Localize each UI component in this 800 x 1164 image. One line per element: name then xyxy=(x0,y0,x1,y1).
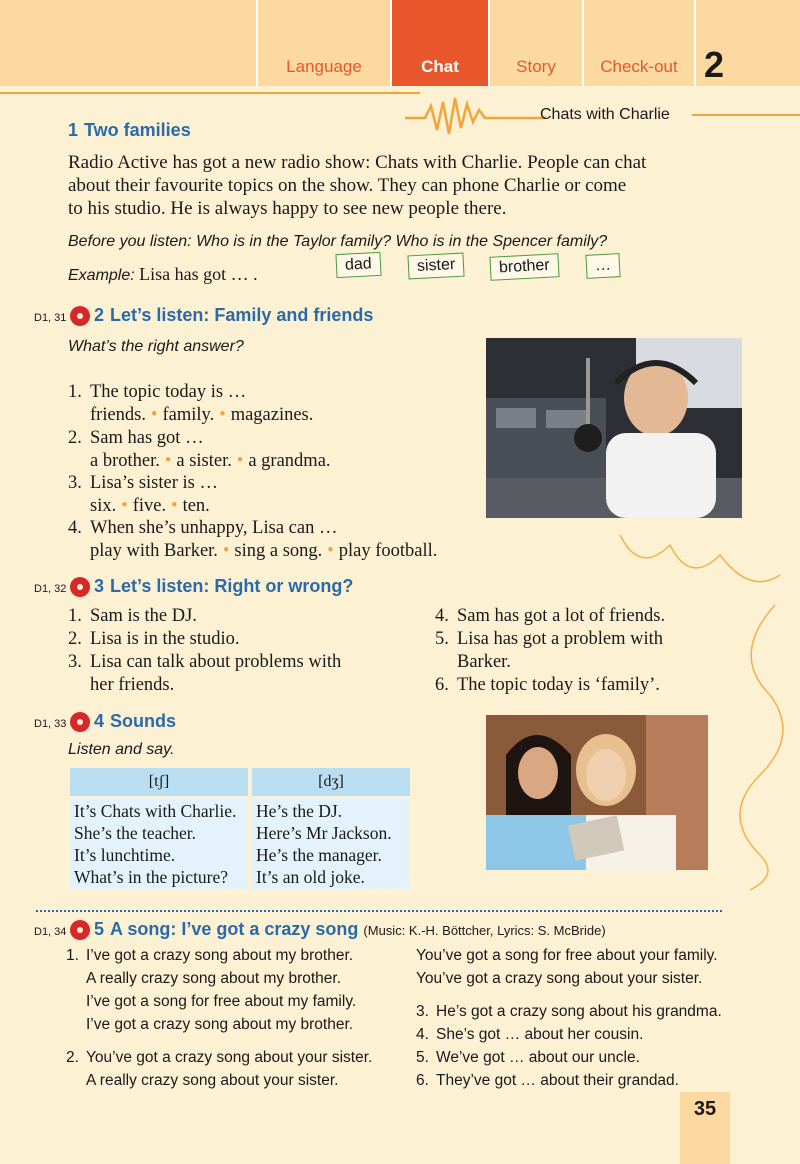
word-box-dad: dad xyxy=(335,252,381,278)
sound-phrase: What’s in the picture? xyxy=(74,867,229,887)
sound-header-dzh: [dʒ] xyxy=(252,768,410,796)
sound-phrase: He’s the manager. xyxy=(256,845,382,865)
question-number: 4. xyxy=(68,518,82,538)
question-text: Lisa’s sister is … xyxy=(90,473,218,493)
tab-check-out[interactable] xyxy=(582,0,694,86)
statement-text: Sam has got a lot of friends. xyxy=(457,606,666,626)
answer-option[interactable]: five. xyxy=(132,496,167,516)
top-navigation-bar xyxy=(0,0,800,86)
lyric-line: You’ve got a crazy song about your sister. xyxy=(86,1049,373,1066)
section-1-title xyxy=(68,120,191,141)
section-3-title xyxy=(94,576,353,597)
answer-option[interactable]: family. xyxy=(162,405,215,425)
statement-text: her friends. xyxy=(90,675,175,695)
sound-phrase: It’s an old joke. xyxy=(256,867,365,887)
sound-column-tsh xyxy=(70,798,248,890)
example-text: Lisa has got … . xyxy=(139,264,258,284)
tab-label: Chat xyxy=(421,57,459,76)
statement-number: 5. xyxy=(435,629,449,649)
section-5-title xyxy=(94,919,606,940)
cd-track-code: D1, 31 xyxy=(34,312,67,324)
statement-1 xyxy=(68,605,197,628)
unit-number: 2 xyxy=(694,0,800,86)
tab-label: Story xyxy=(516,57,556,76)
lyric-line: They’ve got … about their grandad. xyxy=(436,1072,679,1089)
lyric-line: He’s got a crazy song about his grandma. xyxy=(436,1003,722,1020)
section-number: 3 xyxy=(94,576,105,596)
sound-phrase: He’s the DJ. xyxy=(256,801,343,821)
question-text: When she’s unhappy, Lisa can … xyxy=(90,518,338,538)
girls-photo xyxy=(486,715,708,870)
before-you-listen: Before you listen: Who is in the Taylor family? Who is in the Spencer family? xyxy=(68,233,608,250)
statement-number: 2. xyxy=(68,629,82,649)
section-4-instruction: Listen and say. xyxy=(68,741,175,758)
song-verse-2 xyxy=(66,1046,372,1092)
sound-phrase: Here’s Mr Jackson. xyxy=(256,823,392,843)
statement-text: Lisa is in the studio. xyxy=(90,629,240,649)
text-line: Radio Active has got a new radio show: Chats with Charlie. People can chat xyxy=(68,152,647,173)
section-number: 5 xyxy=(94,919,105,939)
statement-5 xyxy=(435,628,663,674)
word-box-sister: sister xyxy=(407,253,464,280)
answer-option[interactable]: play football. xyxy=(338,541,438,561)
statement-text: Lisa can talk about problems with xyxy=(90,652,342,672)
verse-number: 2. xyxy=(66,1049,79,1066)
tab-chat[interactable] xyxy=(390,0,488,86)
statement-text: Lisa has got a problem with xyxy=(457,629,664,649)
song-credit: (Music: K.-H. Böttcher, Lyrics: S. McBride) xyxy=(363,923,606,938)
answer-option[interactable]: play with Barker. xyxy=(90,541,218,561)
question-4: 4. When she’s unhappy, Lisa can … play with Barker. • sing a song. • play football. xyxy=(68,518,438,561)
sounds-table xyxy=(70,768,410,890)
statement-number: 3. xyxy=(68,652,82,672)
question-2: 2. Sam has got … a brother. • a sister. • a grandma. xyxy=(68,428,331,471)
lyric-line: We’ve got … about our uncle. xyxy=(436,1049,640,1066)
tab-label: Check-out xyxy=(600,57,678,76)
example-label: Example: xyxy=(68,267,135,284)
cd-track-code: D1, 34 xyxy=(34,926,67,938)
section-number: 4 xyxy=(94,711,105,731)
sound-header-tsh: [tʃ] xyxy=(70,768,248,796)
section-title-text: Let’s listen: Right or wrong? xyxy=(110,576,354,596)
sound-column-dzh xyxy=(252,798,410,890)
sound-wave-icon xyxy=(405,88,545,138)
cd-icon[interactable] xyxy=(70,577,90,597)
lyric-line: A really crazy song about your sister. xyxy=(86,1072,339,1089)
verse-number: 6. xyxy=(416,1072,429,1089)
section-number: 2 xyxy=(94,305,105,325)
statement-text: The topic today is ‘family’. xyxy=(457,675,660,695)
song-verse-2-cont xyxy=(416,944,718,990)
cd-track-code: D1, 33 xyxy=(34,718,67,730)
verse-number: 3. xyxy=(416,1003,429,1020)
answer-option[interactable]: a brother. xyxy=(90,451,160,471)
answer-option[interactable]: a grandma. xyxy=(248,451,331,471)
lyric-line: I’ve got a crazy song about my brother. xyxy=(86,1016,354,1033)
girls-photo-illustration xyxy=(486,715,708,870)
question-text: The topic today is … xyxy=(90,382,247,402)
sound-phrase: She’s the teacher. xyxy=(74,823,196,843)
lyric-line: A really crazy song about my brother. xyxy=(86,970,342,987)
question-number: 1. xyxy=(68,382,82,402)
verse-number: 4. xyxy=(416,1026,429,1043)
section-title-text: A song: I’ve got a crazy song xyxy=(110,919,359,939)
statement-4 xyxy=(435,605,665,628)
lyric-line: You’ve got a crazy song about your sister. xyxy=(416,970,703,987)
section-1-text xyxy=(68,151,646,220)
question-text: Sam has got … xyxy=(90,428,204,448)
text-line: to his studio. He is always happy to see new people there. xyxy=(68,198,507,219)
lyric-line: You’ve got a song for free about your family. xyxy=(416,947,718,964)
section-title-text: Let’s listen: Family and friends xyxy=(110,305,374,325)
song-verse-1 xyxy=(66,944,356,1036)
section-number: 1 xyxy=(68,120,79,140)
cd-track-code: D1, 32 xyxy=(34,583,67,595)
header-divider-line-right xyxy=(692,114,800,116)
section-title-text: Two families xyxy=(84,120,191,140)
sound-phrase: It’s lunchtime. xyxy=(74,845,176,865)
example-line xyxy=(68,264,258,285)
sound-phrase: It’s Chats with Charlie. xyxy=(74,801,237,821)
statement-text: Barker. xyxy=(457,652,511,672)
dj-studio-photo xyxy=(486,338,742,518)
cd-icon[interactable] xyxy=(70,306,90,326)
lyric-line: I’ve got a song for free about my family. xyxy=(86,993,357,1010)
answer-option[interactable]: ten. xyxy=(182,496,210,516)
dj-photo-illustration xyxy=(486,338,742,518)
verse-number: 1. xyxy=(66,947,79,964)
answer-option[interactable]: friends. xyxy=(90,405,146,425)
section-2-instruction: What’s the right answer? xyxy=(68,338,244,355)
section-title-text: Sounds xyxy=(110,711,177,731)
answer-option[interactable]: six. xyxy=(90,496,117,516)
word-box-brother: brother xyxy=(489,253,559,281)
question-3: 3. Lisa’s sister is … six. • five. • ten. xyxy=(68,473,218,516)
page-number: 35 xyxy=(680,1092,730,1164)
question-number: 2. xyxy=(68,428,82,448)
cd-icon[interactable] xyxy=(70,920,90,940)
answer-option[interactable]: a sister. xyxy=(176,451,232,471)
statement-6 xyxy=(435,674,660,697)
question-number: 3. xyxy=(68,473,82,493)
answer-option[interactable]: sing a song. xyxy=(234,541,323,561)
answer-option[interactable]: magazines. xyxy=(230,405,314,425)
header-divider-line xyxy=(0,92,420,94)
dotted-divider xyxy=(36,910,722,912)
statement-number: 6. xyxy=(435,675,449,695)
statement-number: 4. xyxy=(435,606,449,626)
page-section-label: Chats with Charlie xyxy=(540,106,670,123)
statement-2 xyxy=(68,628,240,651)
text-line: about their favourite topics on the show. They can phone Charlie or come xyxy=(68,175,627,196)
statement-text: Sam is the DJ. xyxy=(90,606,197,626)
section-4-title xyxy=(94,711,176,732)
lyric-line: She’s got … about her cousin. xyxy=(436,1026,644,1043)
tab-story[interactable] xyxy=(488,0,582,86)
lyric-line: I’ve got a crazy song about my brother. xyxy=(86,947,354,964)
question-1: 1. The topic today is … friends. • family. • magazines. xyxy=(68,382,314,425)
tab-label: Language xyxy=(286,57,362,76)
cd-icon[interactable] xyxy=(70,712,90,732)
verse-number: 5. xyxy=(416,1049,429,1066)
section-2-title xyxy=(94,305,373,326)
statement-3 xyxy=(68,651,341,697)
song-verses-3-6 xyxy=(416,1000,722,1092)
word-box-more: … xyxy=(585,253,620,279)
statement-number: 1. xyxy=(68,606,82,626)
tab-language[interactable] xyxy=(256,0,390,86)
